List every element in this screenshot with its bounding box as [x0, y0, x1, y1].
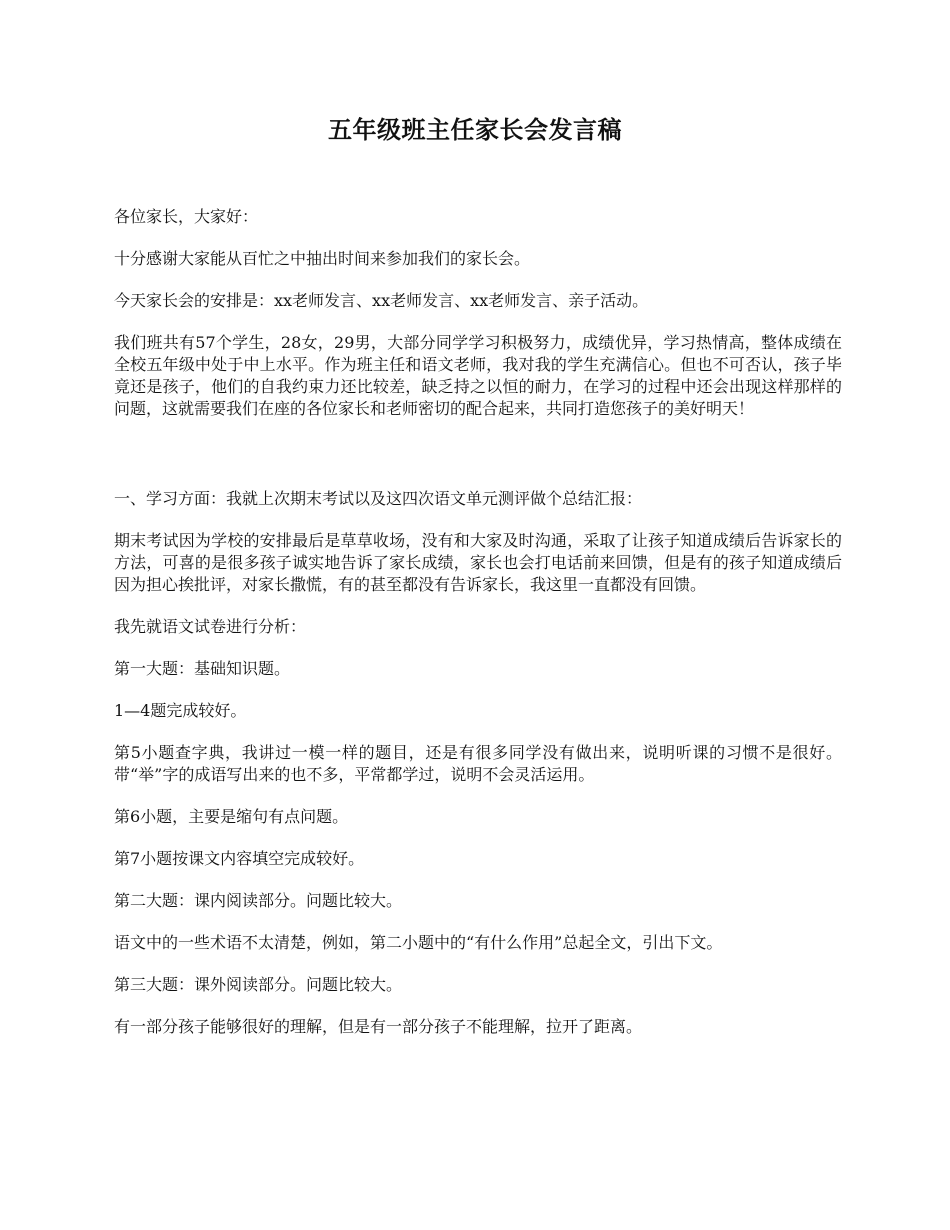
document-body [114, 206, 842, 1058]
paragraph-question-three: 第三大题：课外阅读部分。问题比较大。 [114, 975, 403, 994]
paragraph-understanding-gap: 有一部分孩子能够很好的理解，但是有一部分孩子不能理解，拉开了距离。 [114, 1017, 643, 1036]
paragraph-q5: 第5小题查字典，我讲过一模一样的题目，还是有很多同学没有做出来，说明听课的习惯不是很好。带“举”字的成语写出来的也不多，平常都学过，说明不会灵活运用。 [114, 743, 842, 784]
paragraph-analysis-intro: 我先就语文试卷进行分析： [114, 617, 307, 636]
paragraph-question-one: 第一大题：基础知识题。 [114, 659, 291, 678]
paragraph-q1-4: 1—4题完成较好。 [114, 701, 247, 720]
paragraph-final-exam: 期末考试因为学校的安排最后是草草收场，没有和大家及时沟通，采取了让孩子知道成绩后告诉家长的方法，可喜的是很多孩子诚实地告诉了家长成绩，家长也会打电话前来回馈，但是有的孩子知道成绩后因为担心挨批评，对家长撒慌，有的甚至都没有告诉家长，我这里一直都没有回馈。 [114, 531, 842, 594]
paragraph-q6: 第6小题，主要是缩句有点问题。 [114, 807, 349, 826]
document-title: 五年级班主任家长会发言稿 [328, 115, 622, 144]
paragraph-q7: 第7小题按课文内容填空完成较好。 [114, 849, 365, 868]
paragraph-class-overview: 我们班共有57个学生，28女，29男，大部分同学学习积极努力，成绩优异，学习热情高，整体成绩在全校五年级中处于中上水平。作为班主任和语文老师，我对我的学生充满信心。但也不可否认，孩子毕竟还是孩子，他们的自我约束力还比较差，缺乏持之以恒的耐力，在学习的过程中还会出现这样那样的问题，这就需要我们在座的各位家长和老师密切的配合起来，共同打造您孩子的美好明天！ [114, 333, 842, 418]
paragraph-greeting: 各位家长，大家好： [114, 207, 259, 226]
paragraph-thanks: 十分感谢大家能从百忙之中抽出时间来参加我们的家长会。 [114, 249, 531, 268]
paragraph-section-study: 一、学习方面：我就上次期末考试以及这四次语文单元测评做个总结汇报： [114, 489, 643, 508]
paragraph-terms: 语文中的一些术语不太清楚，例如，第二小题中的“有什么作用”总起全文，引出下文。 [114, 933, 723, 952]
paragraph-agenda: 今天家长会的安排是：xx老师发言、xx老师发言、xx老师发言、亲子活动。 [114, 291, 649, 310]
paragraph-question-two: 第二大题：课内阅读部分。问题比较大。 [114, 891, 403, 910]
